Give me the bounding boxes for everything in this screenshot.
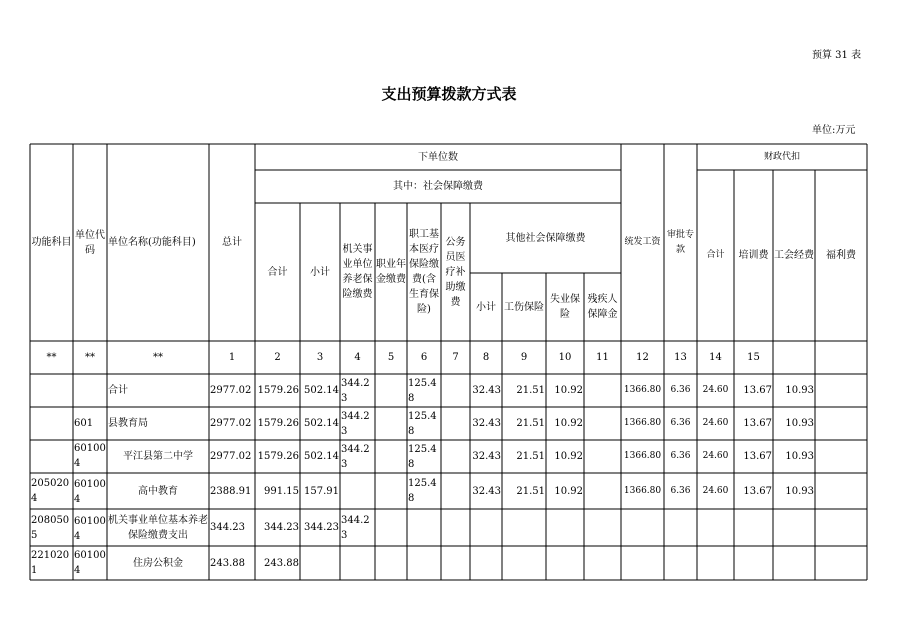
table-cell: 1579.26 xyxy=(257,418,299,429)
index-cell: ** xyxy=(85,352,95,363)
header-disability: 残疾人保障金 xyxy=(587,294,618,320)
table-cell: 344.23 xyxy=(264,522,299,533)
table-cell xyxy=(621,546,664,580)
table-cell: 32.43 xyxy=(472,418,501,429)
table-cell: 601004 xyxy=(74,516,106,542)
table-cell xyxy=(470,546,502,580)
page-number: 预算 31 表 xyxy=(812,50,862,61)
header-finance-agency: 财政代扣 xyxy=(763,151,800,162)
header-lower-units: 下单位数 xyxy=(418,151,458,163)
table-cell: 32.43 xyxy=(472,485,501,497)
table-cell xyxy=(375,509,407,546)
table-cell xyxy=(375,440,407,473)
table-cell: 243.88 xyxy=(264,557,299,569)
table-cell xyxy=(441,546,470,580)
index-cell: 3 xyxy=(316,352,324,363)
table-cell xyxy=(30,440,73,473)
index-cell: 7 xyxy=(452,352,459,363)
table-cell: 502.14 xyxy=(304,418,339,429)
table-cell xyxy=(375,407,407,440)
table-cell xyxy=(340,546,375,580)
table-cell: 2050204 xyxy=(31,478,70,504)
table-cell xyxy=(441,374,470,407)
table-cell: 125.48 xyxy=(408,410,437,437)
table-cell: 344.23 xyxy=(341,514,370,541)
table-cell xyxy=(546,546,584,580)
table-cell: 机关事业单位基本养老保险缴费支出 xyxy=(108,514,208,541)
table-cell: 2977.02 xyxy=(210,418,252,429)
table-cell xyxy=(546,509,584,546)
table-cell: 601 xyxy=(74,418,94,429)
table-cell xyxy=(502,509,546,546)
index-cell: 13 xyxy=(674,352,687,363)
table-cell: 合计 xyxy=(108,385,128,396)
header-civil-medical: 公务员医疗补助缴费 xyxy=(445,236,466,308)
table-cell: 24.60 xyxy=(702,485,729,496)
table-cell xyxy=(697,546,734,580)
table-cell xyxy=(407,509,441,546)
table-cell xyxy=(375,473,407,509)
table-cell: 10.92 xyxy=(554,451,583,462)
table-cell xyxy=(375,546,407,580)
header-welfare: 福利费 xyxy=(826,250,856,261)
index-cell: 2 xyxy=(274,352,281,363)
header-injury: 工伤保险 xyxy=(504,301,544,313)
index-cell: ** xyxy=(153,352,163,363)
table-cell: 344.23 xyxy=(304,522,339,533)
header-other-social: 其他社会保障缴费 xyxy=(505,232,586,244)
table-cell: 住房公积金 xyxy=(133,557,183,569)
table-cell xyxy=(584,407,621,440)
table-cell: 21.51 xyxy=(516,385,545,396)
header-pension: 机关事业单位养老保险缴费 xyxy=(342,244,373,300)
table-cell xyxy=(441,407,470,440)
table-cell xyxy=(30,407,73,440)
index-cell: 14 xyxy=(709,352,722,363)
table-cell xyxy=(664,546,697,580)
table-cell: 10.93 xyxy=(785,418,814,429)
table-cell xyxy=(773,546,815,580)
header-medical: 职工基本医疗保险缴费(含生育保险) xyxy=(409,229,439,315)
table-cell xyxy=(664,509,697,546)
header-social-security: 其中：社会保障缴费 xyxy=(393,181,483,192)
table-cell: 10.92 xyxy=(554,418,583,429)
table-cell: 125.48 xyxy=(408,377,437,404)
header-annuity: 职业年金缴费 xyxy=(376,259,406,285)
table-cell xyxy=(815,473,867,509)
index-cell: 15 xyxy=(747,352,760,363)
table-cell: 24.60 xyxy=(702,451,729,461)
table-cell xyxy=(584,374,621,407)
index-cell: 9 xyxy=(520,352,528,363)
header-fa-total: 合计 xyxy=(706,250,725,260)
table-cell xyxy=(340,473,375,509)
table-cell: 243.88 xyxy=(210,557,245,569)
table-cell: 1366.80 xyxy=(623,418,662,428)
table-cell: 10.93 xyxy=(785,485,814,497)
table-cell xyxy=(300,546,340,580)
header-training: 培训费 xyxy=(738,250,769,261)
index-cell: 1 xyxy=(228,352,236,363)
table-cell: 502.14 xyxy=(304,385,339,396)
page-title: 支出预算拨款方式表 xyxy=(381,85,517,103)
table-cell: 6.36 xyxy=(670,418,691,428)
table-cell xyxy=(407,546,441,580)
table-cell: 1366.80 xyxy=(623,451,662,461)
table-cell: 2210201 xyxy=(31,550,70,576)
table-cell xyxy=(621,509,664,546)
table-cell: 10.93 xyxy=(785,451,814,462)
table-cell: 157.91 xyxy=(304,485,339,497)
index-cell: 12 xyxy=(636,352,649,363)
header-approval: 审批专款 xyxy=(666,229,694,255)
table-cell: 1366.80 xyxy=(623,485,662,496)
table-cell: 24.60 xyxy=(702,418,729,428)
table-cell: 991.15 xyxy=(264,485,299,497)
index-cell: 4 xyxy=(354,352,361,363)
table-cell: 344.23 xyxy=(341,377,370,404)
header-union: 工会经费 xyxy=(774,250,814,261)
table-cell: 6.36 xyxy=(670,451,691,461)
table-cell: 13.67 xyxy=(743,418,772,429)
table-cell: 平江县第二中学 xyxy=(123,451,193,462)
table-cell xyxy=(584,509,621,546)
table-cell: 2977.02 xyxy=(210,385,252,396)
table-cell xyxy=(441,473,470,509)
index-cell: ** xyxy=(46,352,57,363)
table-cell: 2080505 xyxy=(31,514,70,541)
index-cell: 6 xyxy=(420,352,428,363)
table-cell: 10.93 xyxy=(785,385,814,396)
table-cell: 1366.80 xyxy=(623,385,662,395)
header-lower-total: 合计 xyxy=(267,266,288,278)
table-cell xyxy=(470,509,502,546)
table-cell: 高中教育 xyxy=(138,485,178,497)
table-cell xyxy=(375,374,407,407)
index-cell: 11 xyxy=(596,352,609,363)
table-cell: 344.23 xyxy=(210,522,245,533)
table-cell xyxy=(441,440,470,473)
table-cell xyxy=(815,440,867,473)
table-cell: 2388.91 xyxy=(210,485,252,497)
header-salary: 统发工资 xyxy=(624,237,661,247)
header-total: 总计 xyxy=(222,237,242,248)
index-cell: 10 xyxy=(558,352,572,363)
table-cell xyxy=(30,374,73,407)
table-cell: 502.14 xyxy=(304,451,339,462)
table-cell xyxy=(815,509,867,546)
table-cell xyxy=(73,374,107,407)
header-unemployment: 失业保险 xyxy=(550,294,580,320)
header-other-subtotal: 小计 xyxy=(476,301,496,313)
table-cell: 2977.02 xyxy=(210,451,252,462)
table-cell: 10.92 xyxy=(554,485,583,497)
table-cell xyxy=(815,374,867,407)
table-cell: 1579.26 xyxy=(257,451,299,462)
table-cell: 601004 xyxy=(74,443,106,469)
table-cell: 13.67 xyxy=(743,385,772,396)
table-cell: 344.23 xyxy=(341,443,370,470)
table-cell xyxy=(697,509,734,546)
table-cell xyxy=(734,509,773,546)
table-cell: 10.92 xyxy=(554,385,583,396)
table-cell: 125.48 xyxy=(408,478,437,504)
header-unit-code: 单位代码 xyxy=(75,229,105,256)
index-cell: 5 xyxy=(387,352,395,363)
table-cell xyxy=(441,509,470,546)
table-cell: 125.48 xyxy=(408,443,437,470)
table-cell xyxy=(584,440,621,473)
table-cell xyxy=(734,546,773,580)
table-cell: 6.36 xyxy=(670,385,691,395)
index-cell: 8 xyxy=(482,352,490,363)
table-cell xyxy=(815,407,867,440)
table-cell: 21.51 xyxy=(516,451,545,462)
table-cell xyxy=(815,546,867,580)
header-unit-name: 单位名称(功能科目) xyxy=(108,237,196,248)
table-cell xyxy=(773,509,815,546)
header-func-subject: 功能科目 xyxy=(31,237,72,248)
table-cell: 344.23 xyxy=(341,410,370,437)
table-cell: 21.51 xyxy=(516,418,545,429)
table-cell: 13.67 xyxy=(743,451,772,462)
table-cell xyxy=(502,546,546,580)
table-cell: 21.51 xyxy=(516,485,545,497)
table-cell xyxy=(584,473,621,509)
table-cell: 601004 xyxy=(74,479,106,505)
table-cell xyxy=(584,546,621,580)
table-cell: 32.43 xyxy=(472,385,501,396)
unit-label: 单位:万元 xyxy=(812,125,856,136)
table-cell: 1579.26 xyxy=(257,385,299,396)
table-cell: 县教育局 xyxy=(108,418,148,429)
header-social-subtotal: 小计 xyxy=(310,266,330,278)
table-cell: 13.67 xyxy=(743,485,772,497)
table-cell: 601004 xyxy=(74,550,106,576)
table-cell: 6.36 xyxy=(670,485,691,496)
table-cell: 24.60 xyxy=(702,385,729,395)
table-cell: 32.43 xyxy=(472,451,501,462)
